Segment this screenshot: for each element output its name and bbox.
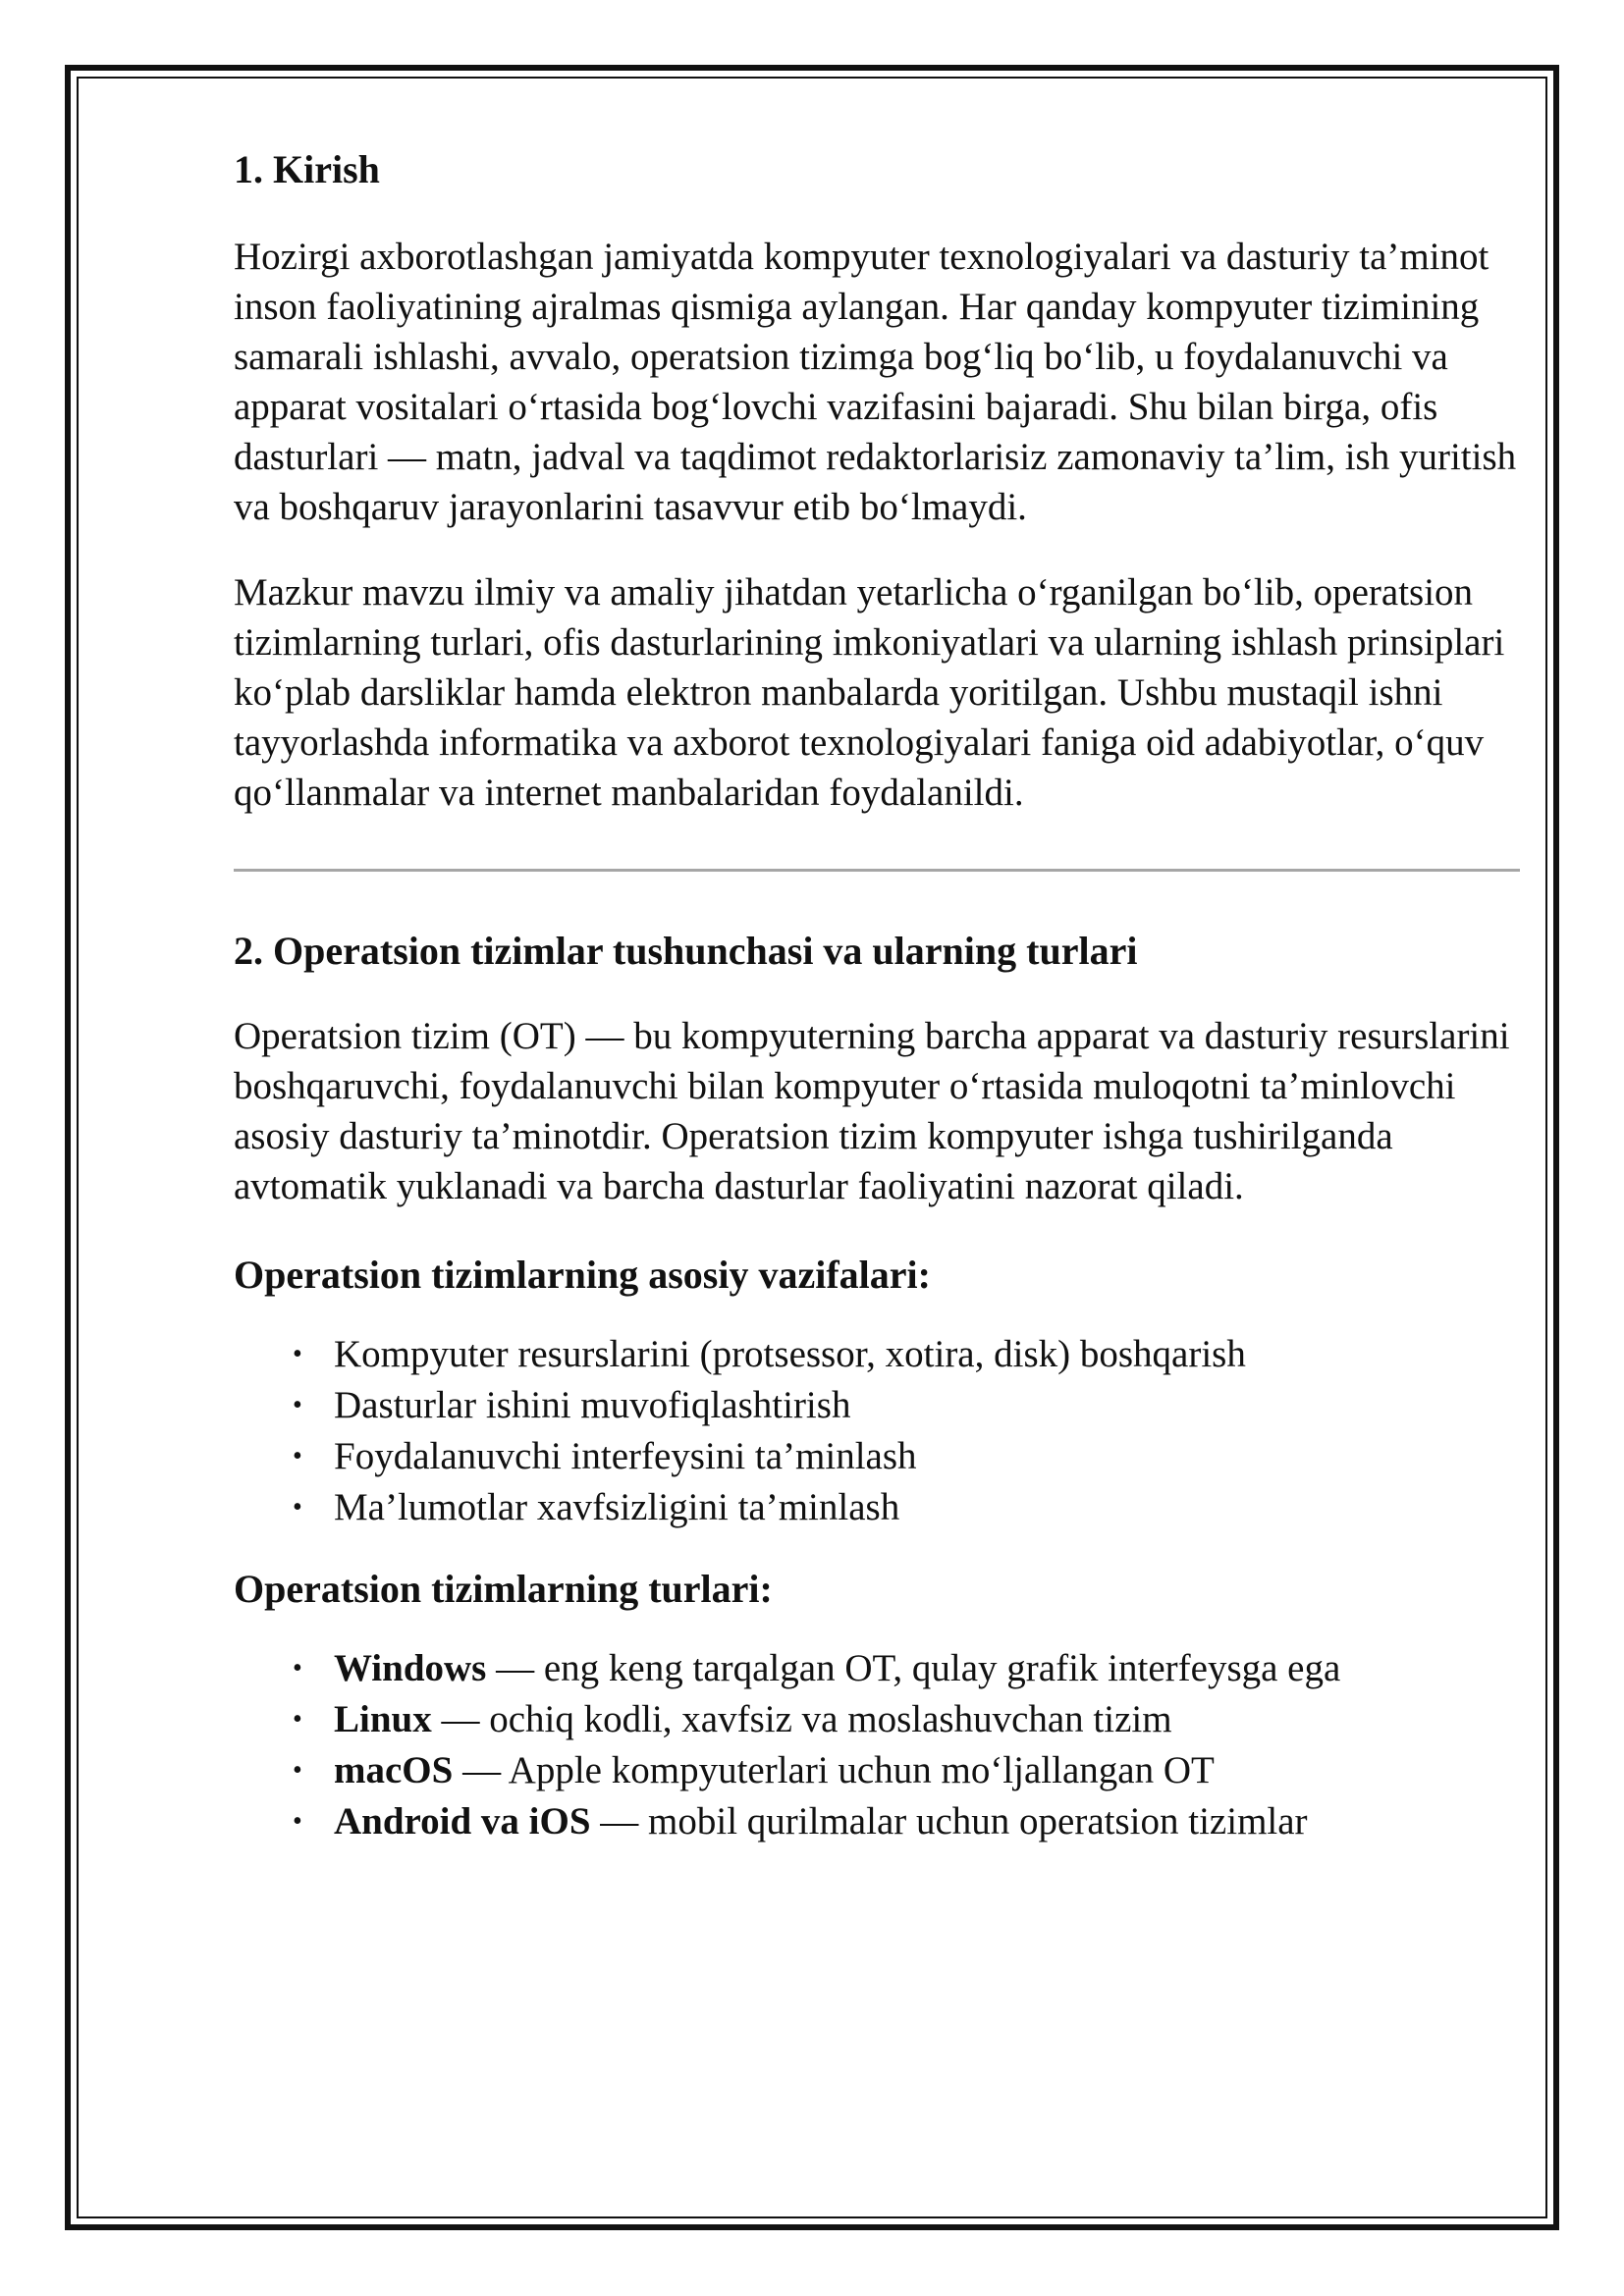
list-item — [234, 1694, 1520, 1745]
bullet-icon: • — [293, 1492, 302, 1522]
bullet-icon: • — [293, 1441, 302, 1471]
functions-list — [234, 1329, 1520, 1533]
os-description: — ochiq kodli, xavfsiz va moslashuvchan tizim — [431, 1698, 1172, 1740]
document-body — [234, 145, 1520, 1847]
list-item — [234, 1431, 1520, 1482]
section-heading-kirish: 1. Kirish — [234, 147, 380, 191]
os-name-android-ios: Android va iOS — [334, 1800, 591, 1842]
bullet-icon: • — [293, 1339, 302, 1369]
paragraph-ot-definition: Operatsion tizim (OT) — bu kompyuterning barcha apparat va dasturiy resurslarini boshqaruvchi, foydalanuvchi bilan kompyuter o‘rtasida muloqotni ta’minlovchi asosiy dasturiy ta’minotdir. Operatsion tizim kompyuter ishga tushirilganda avtomatik yuklanadi va barcha dasturlar faoliyatini nazorat qiladi. — [234, 1015, 1510, 1207]
bullet-icon: • — [293, 1653, 302, 1683]
bullet-icon: • — [293, 1806, 302, 1837]
os-name-linux: Linux — [334, 1698, 432, 1740]
bullet-icon: • — [293, 1390, 302, 1420]
bullet-icon: • — [293, 1704, 302, 1735]
subheading-functions: Operatsion tizimlarning asosiy vazifalari: — [234, 1253, 931, 1297]
horizontal-divider — [234, 869, 1520, 872]
list-item-text: Dasturlar ishini muvofiqlashtirish — [334, 1384, 851, 1426]
section-heading-operatsion-tizimlar: 2. Operatsion tizimlar tushunchasi va ularning turlari — [234, 929, 1138, 973]
os-name-macos: macOS — [334, 1749, 454, 1791]
list-item — [234, 1796, 1520, 1847]
list-item — [234, 1380, 1520, 1431]
types-list — [234, 1643, 1520, 1847]
os-description: — eng keng tarqalgan OT, qulay grafik interfeysga ega — [486, 1647, 1341, 1689]
list-item — [234, 1482, 1520, 1533]
bullet-icon: • — [293, 1755, 302, 1786]
list-item-text: Foydalanuvchi interfeysini ta’minlash — [334, 1435, 917, 1477]
paragraph-intro-1: Hozirgi axborotlashgan jamiyatda kompyuter texnologiyalari va dasturiy ta’minot inson faoliyatining ajralmas qismiga aylangan. Har qanday kompyuter tizimining samarali ishlashi, avvalo, operatsion tizimga bog‘liq bo‘lib, u foydalanuvchi va apparat vositalari o‘rtasida bog‘lovchi vazifasini bajaradi. Shu bilan birga, ofis dasturlari — matn, jadval va taqdimot redaktorlarisiz zamonaviy ta’lim, ish yuritish va boshqaruv jarayonlarini tasavvur etib bo‘lmaydi. — [234, 236, 1517, 528]
os-name-windows: Windows — [334, 1647, 487, 1689]
list-item — [234, 1745, 1520, 1796]
paragraph-intro-2: Mazkur mavzu ilmiy va amaliy jihatdan yetarlicha o‘rganilgan bo‘lib, operatsion tizimlarning turlari, ofis dasturlarining imkoniyatlari va ularning ishlash prinsiplari ko‘plab darsliklar hamda elektron manbalarda yoritilgan. Ushbu mustaqil ishni tayyorlashda informatika va axborot texnologiyalari faniga oid adabiyotlar, o‘quv qo‘llanmalar va internet manbalaridan foydalanildi. — [234, 571, 1505, 814]
os-description: — mobil qurilmalar uchun operatsion tizimlar — [590, 1800, 1308, 1842]
list-item-text: Kompyuter resurslarini (protsessor, xotira, disk) boshqarish — [334, 1333, 1246, 1375]
os-description: — Apple kompyuterlari uchun mo‘ljallangan OT — [453, 1749, 1215, 1791]
list-item-text: Ma’lumotlar xavfsizligini ta’minlash — [334, 1486, 900, 1528]
subheading-types: Operatsion tizimlarning turlari: — [234, 1567, 773, 1611]
list-item — [234, 1643, 1520, 1694]
list-item — [234, 1329, 1520, 1380]
